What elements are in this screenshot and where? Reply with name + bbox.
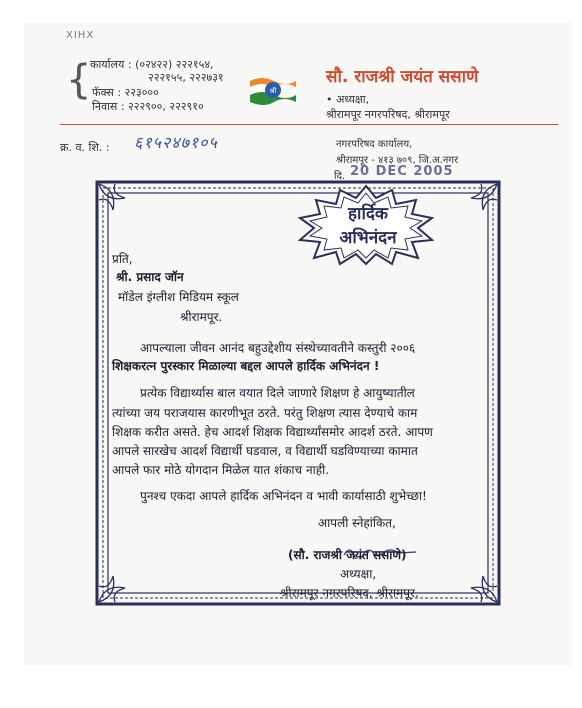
recipient-school: मॉडेल इंग्लीश मिडियम स्कूल xyxy=(118,290,239,304)
office-line-1: नगरपरिषद कार्यालय, xyxy=(336,139,413,150)
para2-line1: प्रत्येक विद्यार्थ्यास बाल वयात दिले जाणारे शिक्षण हे आयुष्यातील xyxy=(140,386,415,400)
corner-mark: XIHX xyxy=(66,30,95,41)
signatory-name: (सौ. राजश्री जयंत ससाणे) xyxy=(288,548,407,562)
recipient-name: श्री. प्रसाद जॉन xyxy=(116,270,184,284)
para3: पुनश्च एकदा आपले हार्दिक अभिनंदन व भावी कार्यासाठी शुभेच्छा! xyxy=(140,489,427,503)
para2-line3: शिक्षक करीत असते. हेच आदर्श शिक्षक विद्यार्थ्यांसमोर आदर्श ठरते. आपण xyxy=(112,425,433,439)
brace-bracket: { xyxy=(66,57,92,103)
date-stamp: 20 DEC 2005 xyxy=(350,164,454,179)
para1-line2: शिक्षकरत्न पुरस्कार मिळाल्या बद्दल आपले हार्दिक अभिनंदन ! xyxy=(112,359,380,373)
to-label: प्रति, xyxy=(112,252,133,266)
header-divider xyxy=(60,124,558,125)
closing: आपली स्नेहांकित, xyxy=(318,516,396,530)
emblem-text: श्री xyxy=(269,87,277,95)
ref-number: ६१५२४७१०५ xyxy=(134,133,218,152)
phone-office-2: २२२१५५, २२२७३१ xyxy=(148,71,224,84)
letterhead-title: • अध्यक्षा, xyxy=(326,93,370,106)
signatory-org: श्रीरामपूर नगरपरिषद, श्रीरामपूर. xyxy=(280,586,419,600)
congrats-badge-text xyxy=(318,202,418,250)
badge-line-2: अभिनंदन xyxy=(339,228,397,248)
letterhead-org: श्रीरामपूर नगरपरिषद, श्रीरामपूर xyxy=(326,108,450,121)
para2-line5: आपले फार मोठे योगदान मिळेल यात शंकाच नाही. xyxy=(112,463,330,477)
recipient-city: श्रीरामपूर. xyxy=(180,310,223,324)
residence-phone: निवास : २२२९००, २२२९१० xyxy=(92,100,204,113)
signatory-title: अध्यक्षा, xyxy=(340,567,377,581)
date-label: दि. xyxy=(334,171,346,182)
badge-line-1: हार्दिक xyxy=(348,204,388,224)
para2-line4: आपले सारखेच आदर्श विद्यार्थी घडवाल, व विद्यार्थी घडविण्याच्या कामात xyxy=(112,444,418,458)
para1-line1: आपल्याला जीवन आनंद बहुउद्देशीय संस्थेच्यावतीने कस्तुरी २००६ xyxy=(140,341,416,355)
office-line-2: श्रीरामपूर - ४१३ ७०९, जि.अ.नगर xyxy=(336,155,459,166)
letterhead-name: सौ. राजश्री जयंत ससाणे xyxy=(326,67,479,87)
fax-number: फॅक्स : २२३००० xyxy=(92,86,159,99)
flag-emblem-icon xyxy=(248,75,298,107)
para2-line2: त्यांच्या जय पराजयास कारणीभूत ठरते. परंतु शिक्षण त्यास देण्याचे काम xyxy=(112,406,418,420)
ref-label: क्र. व. शि. : xyxy=(60,141,110,154)
phone-office: कार्यालय : (०२४२२) २२२१५४, xyxy=(90,58,214,71)
